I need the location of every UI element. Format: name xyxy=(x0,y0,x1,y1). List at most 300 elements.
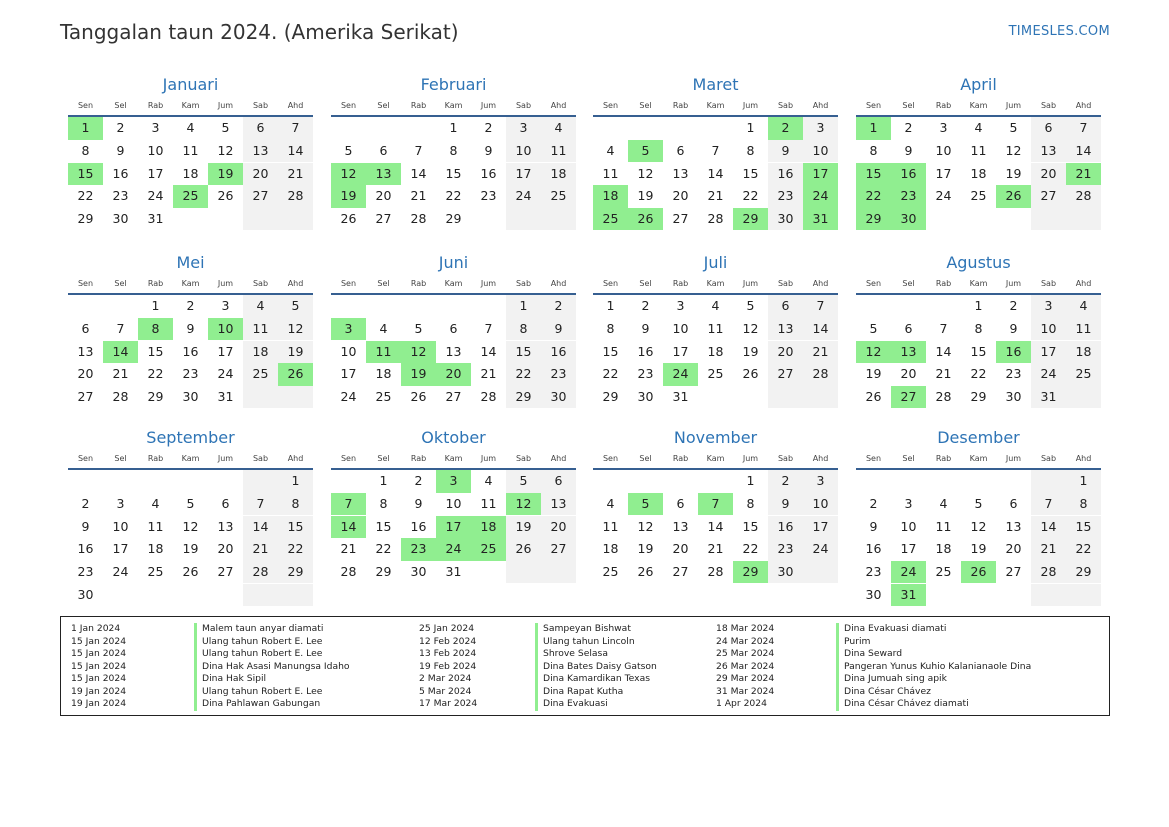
holiday-day-cell: 30 xyxy=(891,208,926,231)
day-cell: 16 xyxy=(112,165,129,181)
weekday-label: Sel xyxy=(902,279,915,288)
weekday-label: Sel xyxy=(114,101,127,110)
holiday-day-cell: 26 xyxy=(961,561,996,584)
empty-day-cell xyxy=(436,295,471,318)
day-cell: 4 xyxy=(711,298,720,314)
holiday-day-cell: 5 xyxy=(628,493,663,516)
holiday-day-cell: 16 xyxy=(891,163,926,186)
day-cell: 3 xyxy=(676,298,685,314)
day-cell: 27 xyxy=(243,185,278,208)
weekday-label: Sen xyxy=(77,454,94,463)
week-row xyxy=(856,295,1101,318)
day-cell: 2 xyxy=(81,495,90,511)
empty-day-cell xyxy=(68,470,103,493)
month-name: Juli xyxy=(703,253,728,272)
weekday-label: Kam xyxy=(706,454,725,463)
holiday-day-cell: 18 xyxy=(471,516,506,539)
day-cell: 21 xyxy=(707,188,724,204)
day-cell: 12 xyxy=(970,518,987,534)
day-cell: 4 xyxy=(186,120,195,136)
week-row xyxy=(68,386,313,409)
day-cell: 20 xyxy=(1005,541,1022,557)
holiday-name: Dina Evakuasi diamati xyxy=(844,623,947,634)
day-cell: 31 xyxy=(147,210,164,226)
day-cell: 27 xyxy=(1031,185,1066,208)
day-cell: 21 xyxy=(112,366,129,382)
day-cell: 1 xyxy=(746,473,755,489)
day-cell: 27 xyxy=(445,388,462,404)
day-cell: 24 xyxy=(217,366,234,382)
weekday-label: Sen xyxy=(77,279,94,288)
day-cell: 21 xyxy=(480,366,497,382)
day-cell: 13 xyxy=(445,343,462,359)
day-cell: 25 xyxy=(707,366,724,382)
holiday-day-cell: 24 xyxy=(663,363,698,386)
month-name: Februari xyxy=(420,75,487,94)
day-cell: 24 xyxy=(112,563,129,579)
holiday-date: 18 Mar 2024 xyxy=(716,623,775,634)
holiday-name: Ulang tahun Lincoln xyxy=(543,635,635,647)
day-cell: 17 xyxy=(217,343,234,359)
month-name: Maret xyxy=(692,75,739,94)
empty-day-cell xyxy=(628,117,663,140)
day-cell: 25 xyxy=(375,388,392,404)
day-cell: 5 xyxy=(506,470,541,493)
week-row xyxy=(856,493,1101,516)
day-cell: 23 xyxy=(480,188,497,204)
weekday-label: Ahd xyxy=(287,454,304,463)
holiday-day-cell: 3 xyxy=(436,470,471,493)
holiday-day-cell: 17 xyxy=(803,163,838,186)
day-cell: 19 xyxy=(506,516,541,539)
week-row xyxy=(856,140,1101,163)
weekday-label: Kam xyxy=(969,279,988,288)
day-cell: 20 xyxy=(217,541,234,557)
day-cell: 23 xyxy=(1005,366,1022,382)
holiday-name: Ulang tahun Robert E. Lee xyxy=(202,648,323,659)
empty-day-cell xyxy=(278,584,313,607)
day-cell: 8 xyxy=(278,493,313,516)
day-cell: 9 xyxy=(1009,320,1018,336)
day-cell: 23 xyxy=(865,563,882,579)
day-cell: 11 xyxy=(707,320,724,336)
day-cell: 28 xyxy=(340,563,357,579)
page-title: Tanggalan taun 2024. (Amerika Serikat) xyxy=(60,20,459,44)
holiday-name: Ulang tahun Robert E. Lee xyxy=(202,635,323,647)
holiday-name: Ulang tahun Robert E. Lee xyxy=(202,685,323,697)
day-cell: 13 xyxy=(217,518,234,534)
week-row xyxy=(856,117,1101,140)
day-cell: 13 xyxy=(672,165,689,181)
weekday-label: Sab xyxy=(515,101,532,110)
day-cell: 29 xyxy=(147,388,164,404)
day-cell: 30 xyxy=(865,586,882,602)
empty-day-cell xyxy=(803,386,838,409)
week-row xyxy=(68,117,313,140)
day-cell: 10 xyxy=(672,320,689,336)
day-cell: 4 xyxy=(974,120,983,136)
day-cell: 10 xyxy=(900,518,917,534)
empty-day-cell xyxy=(926,208,961,231)
day-cell: 22 xyxy=(602,366,619,382)
empty-day-cell xyxy=(208,470,243,493)
day-cell: 10 xyxy=(147,142,164,158)
day-cell: 15 xyxy=(278,516,313,539)
month-name: Desember xyxy=(937,428,1020,447)
month-name: Mei xyxy=(176,253,205,272)
weekday-header xyxy=(593,277,838,295)
holiday-day-cell: 19 xyxy=(401,363,436,386)
month-april xyxy=(856,74,1101,230)
day-cell: 9 xyxy=(414,495,423,511)
day-cell: 19 xyxy=(637,188,654,204)
day-cell: 11 xyxy=(182,142,199,158)
day-cell: 2 xyxy=(1009,298,1018,314)
holiday-date: 19 Jan 2024 xyxy=(71,685,127,697)
empty-day-cell xyxy=(243,386,278,409)
day-cell: 24 xyxy=(506,185,541,208)
day-cell: 7 xyxy=(243,493,278,516)
day-cell: 15 xyxy=(602,343,619,359)
day-cell: 28 xyxy=(707,210,724,226)
day-cell: 22 xyxy=(375,541,392,557)
day-cell: 3 xyxy=(1031,295,1066,318)
day-cell: 31 xyxy=(445,563,462,579)
day-cell: 4 xyxy=(1066,295,1101,318)
week-row xyxy=(593,295,838,318)
day-cell: 17 xyxy=(1031,341,1066,364)
week-row xyxy=(68,341,313,364)
month-juli xyxy=(593,252,838,408)
day-cell: 3 xyxy=(939,120,948,136)
day-cell: 7 xyxy=(939,320,948,336)
day-cell: 9 xyxy=(484,142,493,158)
empty-day-cell xyxy=(506,208,541,231)
weekday-label: Kam xyxy=(969,101,988,110)
day-cell: 1 xyxy=(746,120,755,136)
day-cell: 15 xyxy=(445,165,462,181)
weekday-header xyxy=(331,277,576,295)
day-cell: 7 xyxy=(484,320,493,336)
day-cell: 29 xyxy=(278,561,313,584)
holiday-day-cell: 22 xyxy=(856,185,891,208)
day-cell: 18 xyxy=(935,541,952,557)
day-cell: 9 xyxy=(116,142,125,158)
day-cell: 18 xyxy=(602,541,619,557)
empty-day-cell xyxy=(471,208,506,231)
weekday-label: Ahd xyxy=(550,279,567,288)
empty-day-cell xyxy=(961,584,996,607)
day-cell: 26 xyxy=(340,210,357,226)
weekday-label: Sab xyxy=(777,101,794,110)
weekday-label: Rab xyxy=(672,279,689,288)
day-cell: 31 xyxy=(672,388,689,404)
day-cell: 7 xyxy=(278,117,313,140)
day-cell: 11 xyxy=(243,318,278,341)
empty-day-cell xyxy=(243,208,278,231)
week-row xyxy=(856,386,1101,409)
day-cell: 26 xyxy=(506,538,541,561)
weekday-header xyxy=(68,99,313,117)
day-cell: 22 xyxy=(742,188,759,204)
day-cell: 8 xyxy=(81,142,90,158)
day-cell: 24 xyxy=(147,188,164,204)
holiday-date: 15 Jan 2024 xyxy=(71,673,127,684)
day-cell: 23 xyxy=(182,366,199,382)
day-cell: 25 xyxy=(1066,363,1101,386)
day-cell: 18 xyxy=(541,163,576,186)
day-cell: 12 xyxy=(278,318,313,341)
week-row xyxy=(856,584,1101,607)
holiday-name: Malem taun anyar diamati xyxy=(202,623,324,634)
day-cell: 28 xyxy=(1066,185,1101,208)
weekday-label: Rab xyxy=(147,279,164,288)
day-cell: 17 xyxy=(900,541,917,557)
holiday-day-cell: 16 xyxy=(996,341,1031,364)
empty-day-cell xyxy=(733,386,768,409)
week-row xyxy=(331,163,576,186)
day-cell: 20 xyxy=(77,366,94,382)
day-cell: 7 xyxy=(414,142,423,158)
weekday-label: Jum xyxy=(217,454,234,463)
weekday-label: Rab xyxy=(935,454,952,463)
weekday-label: Ahd xyxy=(550,101,567,110)
day-cell: 2 xyxy=(768,470,803,493)
week-row xyxy=(331,363,576,386)
empty-day-cell xyxy=(996,470,1031,493)
empty-day-cell xyxy=(996,208,1031,231)
holiday-name: Sampeyan Bishwat xyxy=(543,623,631,634)
day-cell: 19 xyxy=(865,366,882,382)
day-cell: 17 xyxy=(340,366,357,382)
day-cell: 29 xyxy=(375,563,392,579)
day-cell: 11 xyxy=(147,518,164,534)
day-cell: 4 xyxy=(541,117,576,140)
week-row xyxy=(856,538,1101,561)
day-cell: 22 xyxy=(1066,538,1101,561)
day-cell: 20 xyxy=(900,366,917,382)
week-row xyxy=(856,516,1101,539)
day-cell: 18 xyxy=(375,366,392,382)
holiday-name: Dina Hak Asasi Manungsa Idaho xyxy=(202,660,350,672)
day-cell: 10 xyxy=(445,495,462,511)
holiday-list xyxy=(60,616,1110,716)
holiday-day-cell: 14 xyxy=(103,341,138,364)
holiday-day-cell: 24 xyxy=(891,561,926,584)
holiday-day-cell: 31 xyxy=(803,208,838,231)
day-cell: 15 xyxy=(506,341,541,364)
day-cell: 20 xyxy=(1031,163,1066,186)
day-cell: 19 xyxy=(637,541,654,557)
day-cell: 15 xyxy=(742,165,759,181)
day-cell: 24 xyxy=(1031,363,1066,386)
holiday-day-cell: 18 xyxy=(593,185,628,208)
empty-day-cell xyxy=(856,295,891,318)
weekday-label: Jum xyxy=(480,279,497,288)
week-row xyxy=(593,163,838,186)
day-cell: 13 xyxy=(768,318,803,341)
day-cell: 18 xyxy=(970,165,987,181)
week-row xyxy=(593,538,838,561)
day-cell: 10 xyxy=(935,142,952,158)
holiday-day-cell: 17 xyxy=(436,516,471,539)
empty-day-cell xyxy=(278,386,313,409)
day-cell: 21 xyxy=(243,538,278,561)
day-cell: 16 xyxy=(77,541,94,557)
holiday-date: 19 Feb 2024 xyxy=(419,660,477,672)
day-cell: 5 xyxy=(186,495,195,511)
day-cell: 20 xyxy=(375,188,392,204)
holiday-day-cell: 12 xyxy=(856,341,891,364)
empty-day-cell xyxy=(541,561,576,584)
day-cell: 24 xyxy=(340,388,357,404)
weekday-label: Rab xyxy=(935,101,952,110)
day-cell: 2 xyxy=(641,298,650,314)
day-cell: 3 xyxy=(904,495,913,511)
holiday-day-cell: 1 xyxy=(856,117,891,140)
day-cell: 15 xyxy=(742,518,759,534)
day-cell: 1 xyxy=(278,470,313,493)
day-cell: 29 xyxy=(506,386,541,409)
day-cell: 16 xyxy=(541,341,576,364)
day-cell: 3 xyxy=(803,117,838,140)
week-row xyxy=(593,318,838,341)
day-cell: 23 xyxy=(637,366,654,382)
empty-day-cell xyxy=(471,295,506,318)
empty-day-cell xyxy=(926,584,961,607)
empty-day-cell xyxy=(593,117,628,140)
weekday-label: Sen xyxy=(602,454,619,463)
empty-day-cell xyxy=(173,208,208,231)
day-cell: 4 xyxy=(379,320,388,336)
empty-day-cell xyxy=(208,584,243,607)
day-cell: 20 xyxy=(672,541,689,557)
weekday-label: Sel xyxy=(639,454,652,463)
day-cell: 21 xyxy=(278,163,313,186)
holiday-day-cell: 29 xyxy=(856,208,891,231)
week-row xyxy=(68,208,313,231)
weekday-label: Kam xyxy=(969,454,988,463)
holiday-day-cell: 13 xyxy=(366,163,401,186)
month-name: Januari xyxy=(162,75,219,94)
day-cell: 11 xyxy=(602,518,619,534)
holiday-name: Dina Jumuah sing apik xyxy=(844,673,947,684)
weekday-label: Sel xyxy=(377,454,390,463)
day-cell: 8 xyxy=(869,142,878,158)
day-cell: 6 xyxy=(904,320,913,336)
holiday-name: Dina Evakuasi xyxy=(543,698,608,709)
weekday-label: Rab xyxy=(147,454,164,463)
day-cell: 25 xyxy=(970,188,987,204)
day-cell: 6 xyxy=(379,142,388,158)
day-cell: 11 xyxy=(602,165,619,181)
empty-day-cell xyxy=(138,470,173,493)
day-cell: 28 xyxy=(803,363,838,386)
day-cell: 10 xyxy=(1031,318,1066,341)
holiday-day-cell: 7 xyxy=(331,493,366,516)
weekday-header xyxy=(68,452,313,470)
day-cell: 5 xyxy=(869,320,878,336)
empty-day-cell xyxy=(331,117,366,140)
weekday-label: Kam xyxy=(181,101,200,110)
empty-day-cell xyxy=(1031,584,1066,607)
weekday-label: Sab xyxy=(515,279,532,288)
week-row xyxy=(331,561,576,584)
holiday-name: Dina Kamardikan Texas xyxy=(543,673,650,684)
day-cell: 29 xyxy=(602,388,619,404)
day-cell: 30 xyxy=(410,563,427,579)
day-cell: 6 xyxy=(449,320,458,336)
day-cell: 30 xyxy=(77,586,94,602)
day-cell: 20 xyxy=(768,341,803,364)
brand-link[interactable]: TIMESLES.COM xyxy=(1008,24,1110,39)
day-cell: 10 xyxy=(340,343,357,359)
day-cell: 31 xyxy=(1031,386,1066,409)
holiday-day-cell: 24 xyxy=(436,538,471,561)
day-cell: 9 xyxy=(81,518,90,534)
day-cell: 19 xyxy=(182,541,199,557)
week-row xyxy=(68,295,313,318)
holiday-name-column xyxy=(535,623,657,711)
holiday-day-cell: 5 xyxy=(628,140,663,163)
day-cell: 6 xyxy=(768,295,803,318)
day-cell: 6 xyxy=(1009,495,1018,511)
holiday-day-cell: 19 xyxy=(208,163,243,186)
holiday-date: 26 Mar 2024 xyxy=(716,660,775,672)
holiday-day-cell: 21 xyxy=(1066,163,1101,186)
holiday-day-cell: 12 xyxy=(506,493,541,516)
day-cell: 24 xyxy=(935,188,952,204)
holiday-name: Dina Hak Sipil xyxy=(202,673,267,684)
empty-day-cell xyxy=(1031,208,1066,231)
day-cell: 3 xyxy=(506,117,541,140)
day-cell: 25 xyxy=(243,363,278,386)
weekday-label: Kam xyxy=(181,454,200,463)
holiday-day-cell: 24 xyxy=(803,185,838,208)
day-cell: 29 xyxy=(1066,561,1101,584)
weekday-label: Rab xyxy=(147,101,164,110)
day-cell: 30 xyxy=(768,561,803,584)
day-cell: 9 xyxy=(768,493,803,516)
weekday-label: Sab xyxy=(1040,279,1057,288)
day-cell: 22 xyxy=(506,363,541,386)
empty-day-cell xyxy=(1066,584,1101,607)
week-row xyxy=(68,470,313,493)
day-cell: 5 xyxy=(746,298,755,314)
weekday-label: Jum xyxy=(742,279,759,288)
day-cell: 18 xyxy=(147,541,164,557)
weekday-header xyxy=(856,277,1101,295)
day-cell: 28 xyxy=(935,388,952,404)
day-cell: 3 xyxy=(151,120,160,136)
day-cell: 27 xyxy=(77,388,94,404)
weekday-label: Ahd xyxy=(287,101,304,110)
holiday-date: 19 Jan 2024 xyxy=(71,698,127,709)
day-cell: 30 xyxy=(541,386,576,409)
day-cell: 7 xyxy=(1031,493,1066,516)
day-cell: 18 xyxy=(1066,341,1101,364)
weekday-label: Sab xyxy=(1040,454,1057,463)
weekday-label: Sab xyxy=(777,454,794,463)
day-cell: 16 xyxy=(410,518,427,534)
day-cell: 19 xyxy=(742,343,759,359)
holiday-date: 13 Feb 2024 xyxy=(419,648,477,659)
week-row xyxy=(331,470,576,493)
day-cell: 9 xyxy=(904,142,913,158)
day-cell: 14 xyxy=(803,318,838,341)
day-cell: 7 xyxy=(116,320,125,336)
day-cell: 19 xyxy=(1005,165,1022,181)
